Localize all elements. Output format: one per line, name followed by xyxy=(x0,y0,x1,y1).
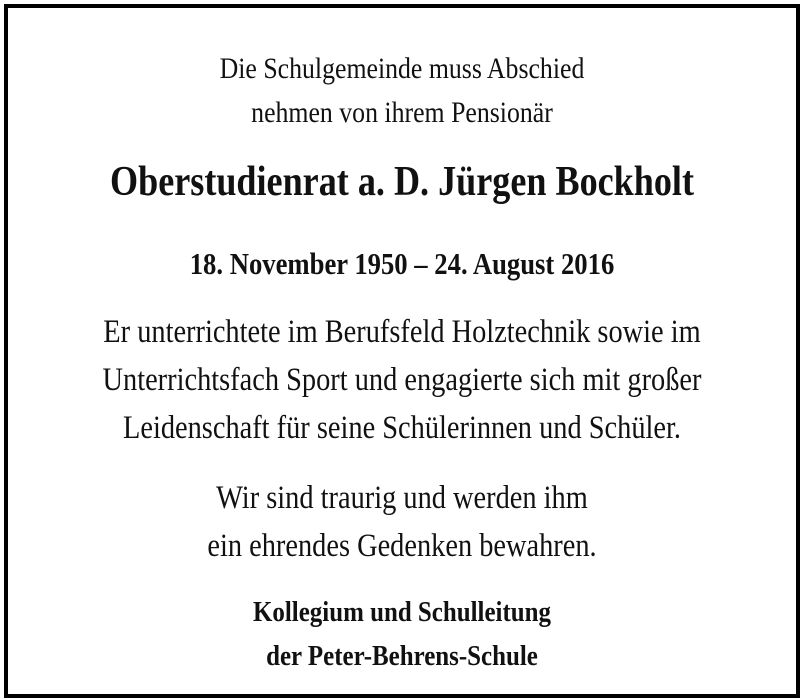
signature-line-2: der Peter-Behrens-Schule xyxy=(266,640,538,672)
intro-line-2: nehmen von ihrem Pensionär xyxy=(251,96,553,129)
body-line-2: Unterrichtsfach Sport und engagierte sich mit großer xyxy=(102,362,702,398)
closing-line-1: Wir sind traurig und werden ihm xyxy=(216,480,588,516)
closing-line-2: ein ehrendes Gedenken bewahren. xyxy=(207,528,597,564)
obituary-notice xyxy=(4,4,800,698)
signature-line-1: Kollegium und Schulleitung xyxy=(253,596,551,628)
deceased-name: Oberstudienrat a. D. Jürgen Bockholt xyxy=(110,159,694,205)
life-dates: 18. November 1950 – 24. August 2016 xyxy=(189,246,615,281)
body-line-3: Leidenschaft für seine Schülerinnen und Schüler. xyxy=(123,410,681,446)
intro-line-1: Die Schulgemeinde muss Abschied xyxy=(219,52,585,85)
body-line-1: Er unterrichtete im Berufsfeld Holztechnik sowie im xyxy=(103,314,701,350)
